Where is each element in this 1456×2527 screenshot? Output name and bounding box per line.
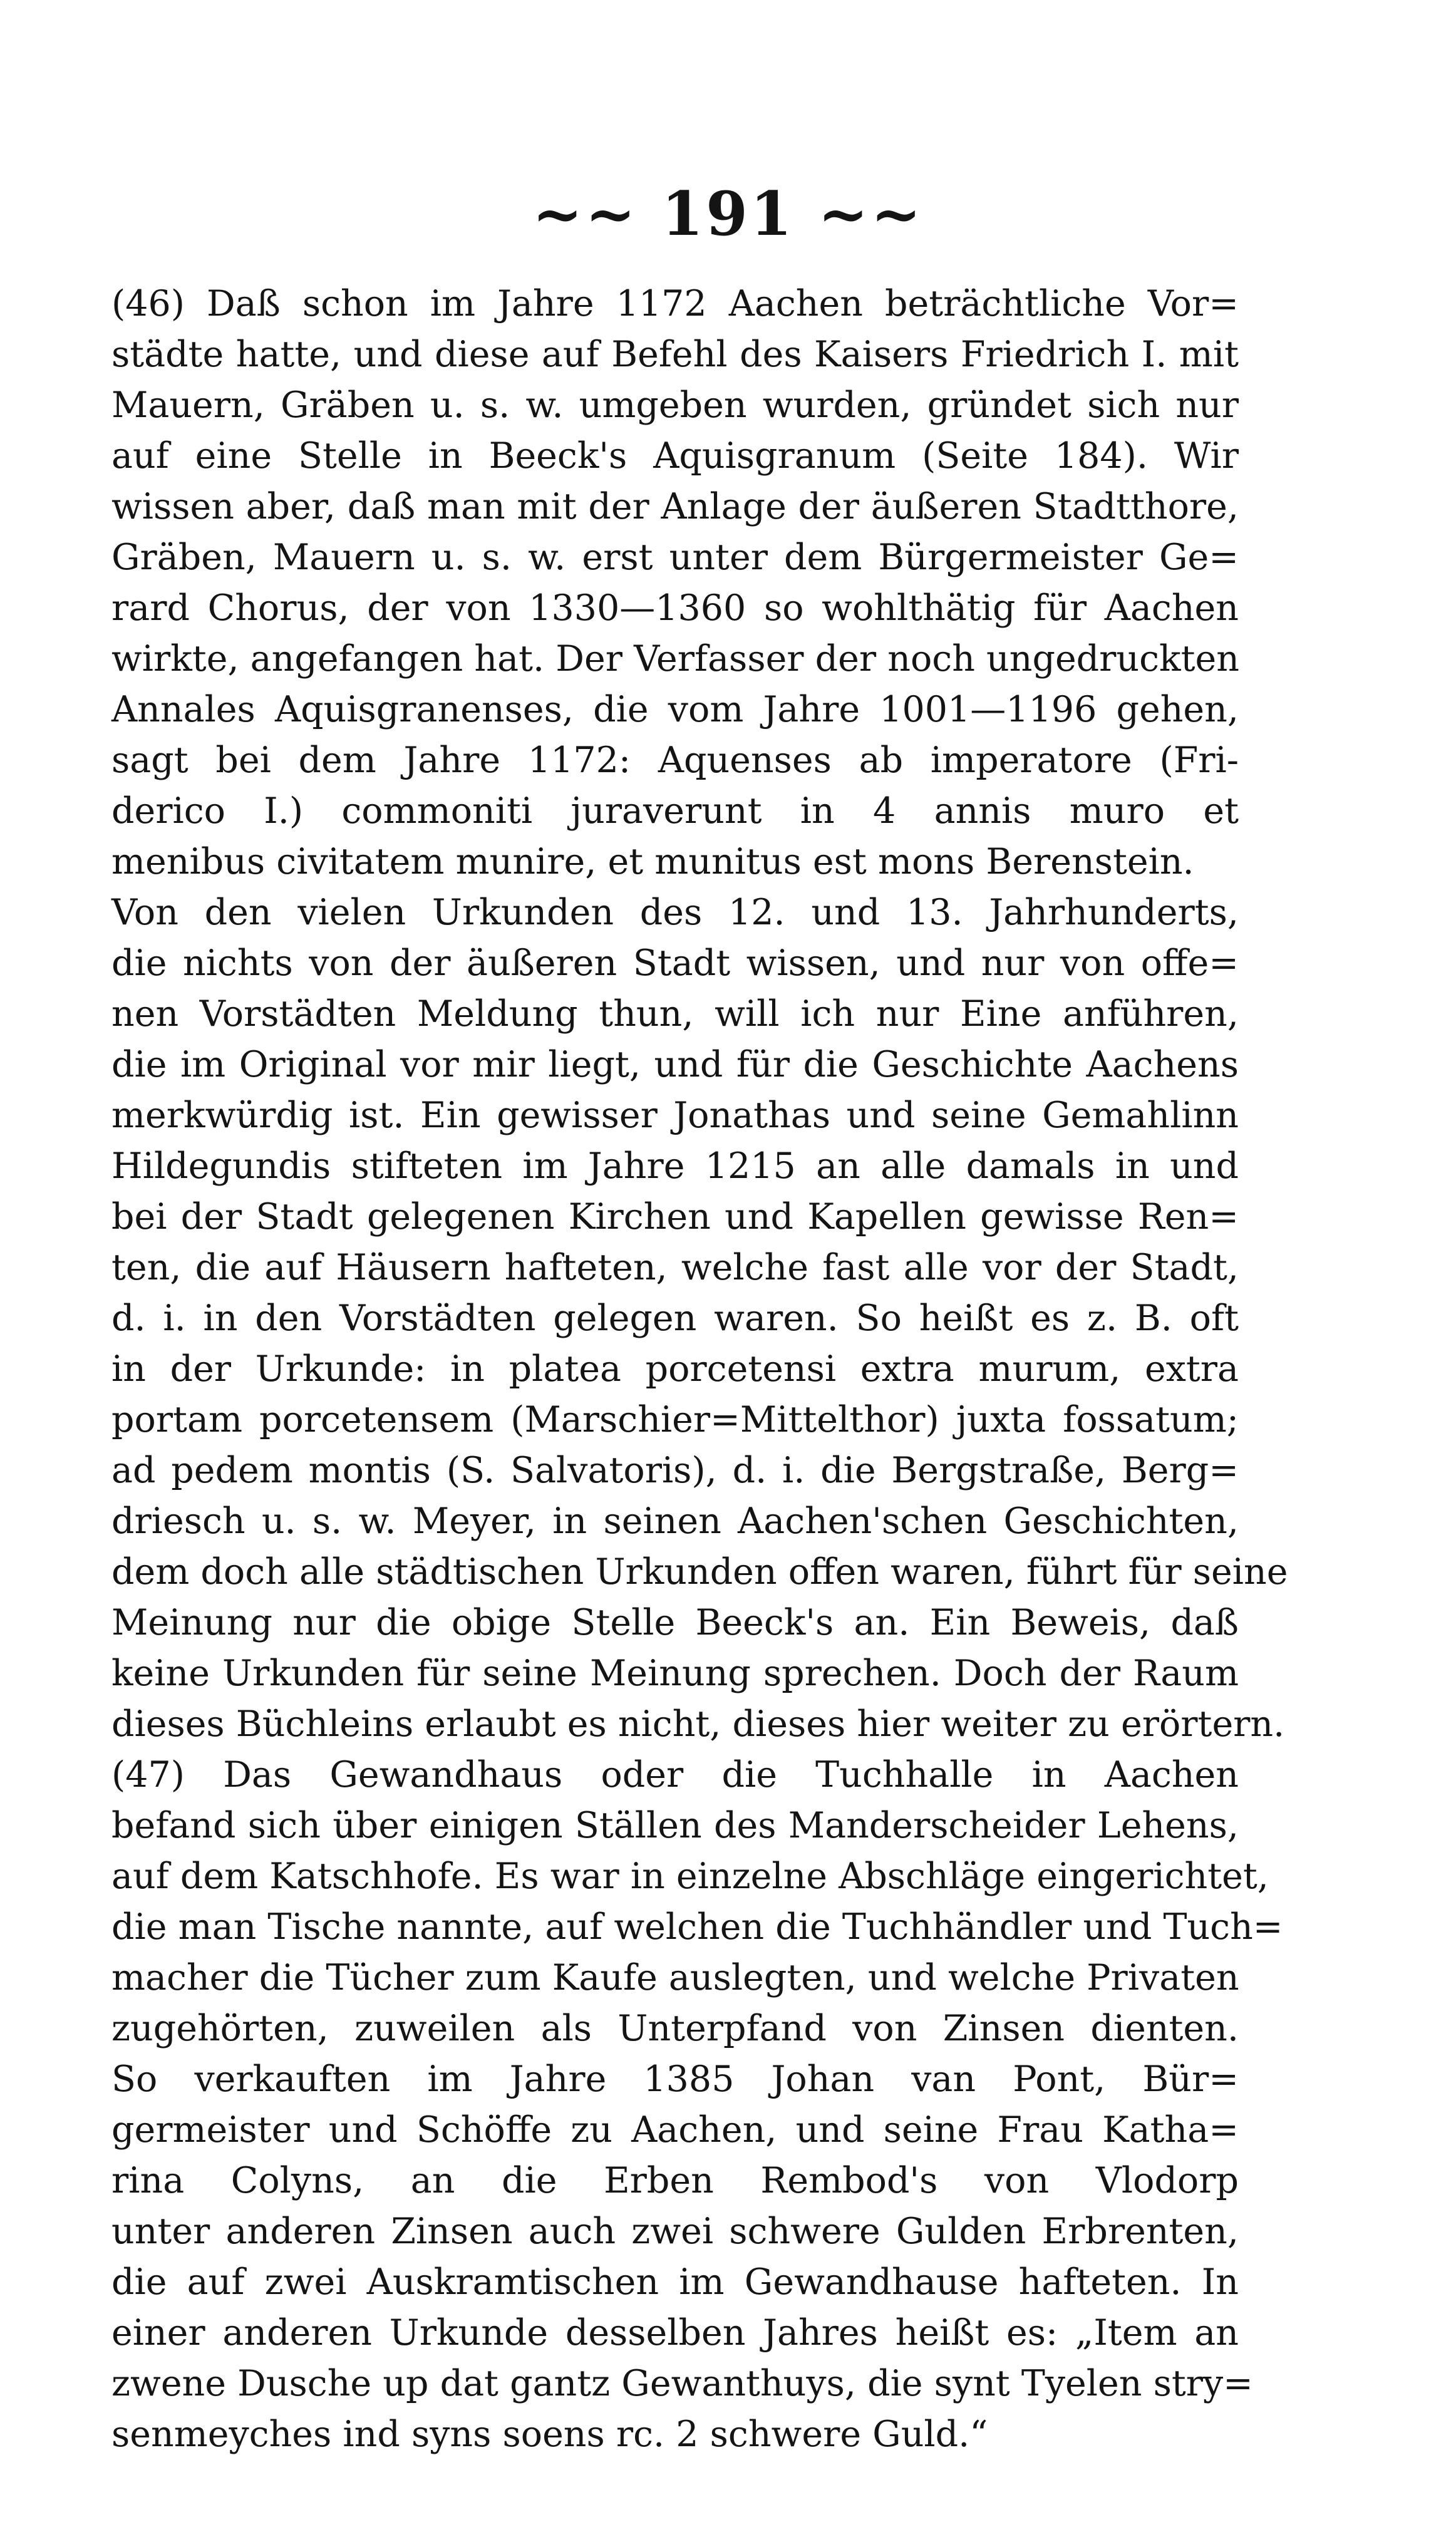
text-line: germeister und Schöffe zu Aachen, und seine Frau Katha= — [111, 2109, 1239, 2151]
text-line: zugehörten, zuweilen als Unterpfand von Zinsen dienten. — [111, 2008, 1239, 2049]
text-line: menibus civitatem munire, et munitus est mons Berenstein. — [111, 841, 1194, 882]
text-line: wissen aber, daß man mit der Anlage der äußeren Stadtthore, — [111, 486, 1239, 527]
text-line: senmeyches ind syns soens rc. 2 schwere Guld.“ — [111, 2414, 988, 2455]
text-line: Meinung nur die obige Stelle Beeck's an. Ein Beweis, daß — [111, 1602, 1239, 1643]
text-line: nen Vorstädten Meldung thun, will ich nur Eine anführen, — [111, 993, 1239, 1035]
text-line: d. i. in den Vorstädten gelegen waren. So heißt es z. B. oft — [111, 1298, 1239, 1339]
text-line: wirkte, angefangen hat. Der Verfasser der noch ungedruckten — [111, 638, 1239, 680]
text-line: Hildegundis stifteten im Jahre 1215 an alle damals in und — [111, 1145, 1239, 1187]
text-line: (46) Daß schon im Jahre 1172 Aachen beträchtliche Vor= — [111, 283, 1239, 324]
text-line: dieses Büchleins erlaubt es nicht, dieses hier weiter zu erörtern. — [111, 1703, 1285, 1745]
text-line: portam porcetensem (Marschier=Mittelthor) juxta fossatum; — [111, 1399, 1239, 1440]
text-line: dem doch alle städtischen Urkunden offen waren, führt für seine — [111, 1551, 1288, 1593]
text-line: So verkauften im Jahre 1385 Johan van Pont, Bür= — [111, 2059, 1239, 2100]
text-line: Gräben, Mauern u. s. w. erst unter dem Bürgermeister Ge= — [111, 537, 1239, 578]
text-line: die man Tische nannte, auf welchen die Tuchhändler und Tuch= — [111, 1906, 1283, 1948]
text-line: (47) Das Gewandhaus oder die Tuchhalle in Aachen — [111, 1754, 1239, 1796]
text-line: ten, die auf Häusern hafteten, welche fast alle vor der Stadt, — [111, 1247, 1239, 1288]
text-line: unter anderen Zinsen auch zwei schwere Gulden Erbrenten, — [111, 2211, 1239, 2252]
text-line: befand sich über einigen Ställen des Manderscheider Lehens, — [111, 1805, 1239, 1846]
text-line: macher die Tücher zum Kaufe auslegten, und welche Privaten — [111, 1957, 1239, 1998]
text-line: Mauern, Gräben u. s. w. umgeben wurden, gründet sich nur — [111, 385, 1239, 426]
text-line: ad pedem montis (S. Salvatoris), d. i. die Bergstraße, Berg= — [111, 1450, 1239, 1491]
page-number-header: ~~ 191 ~~ — [532, 178, 924, 249]
text-line: keine Urkunden für seine Meinung sprechen. Doch der Raum — [111, 1653, 1239, 1694]
text-line: derico I.) commoniti juraverunt in 4 annis muro et — [111, 790, 1239, 832]
text-line: die nichts von der äußeren Stadt wissen, und nur von offe= — [111, 943, 1239, 984]
text-line: driesch u. s. w. Meyer, in seinen Aachen'schen Geschichten, — [111, 1501, 1239, 1542]
text-line: städte hatte, und diese auf Befehl des Kaisers Friedrich I. mit — [111, 334, 1239, 375]
text-line: sagt bei dem Jahre 1172: Aquenses ab imperatore (Fri- — [111, 740, 1239, 781]
page-body-text — [111, 279, 1288, 2460]
text-line: merkwürdig ist. Ein gewisser Jonathas und seine Gemahlinn — [111, 1095, 1239, 1136]
text-line: bei der Stadt gelegenen Kirchen und Kapellen gewisse Ren= — [111, 1196, 1239, 1238]
text-line: auf eine Stelle in Beeck's Aquisgranum (Seite 184). Wir — [111, 435, 1239, 477]
text-line: einer anderen Urkunde desselben Jahres heißt es: „Item an — [111, 2312, 1239, 2354]
text-line: in der Urkunde: in platea porcetensi extra murum, extra — [111, 1348, 1239, 1390]
text-line: zwene Dusche up dat gantz Gewanthuys, die synt Tyelen stry= — [111, 2363, 1253, 2404]
text-line: Annales Aquisgranenses, die vom Jahre 1001—1196 gehen, — [111, 689, 1239, 730]
text-line: auf dem Katschhofe. Es war in einzelne Abschläge eingerichtet, — [111, 1856, 1269, 1897]
text-line: rard Chorus, der von 1330—1360 so wohlthätig für Aachen — [111, 587, 1239, 629]
text-line: die auf zwei Auskramtischen im Gewandhause hafteten. In — [111, 2261, 1239, 2303]
text-line: die im Original vor mir liegt, und für die Geschichte Aachens — [111, 1044, 1239, 1085]
text-line: rina Colyns, an die Erben Rembod's von Vlodorp — [111, 2160, 1239, 2201]
text-line: Von den vielen Urkunden des 12. und 13. Jahrhunderts, — [111, 892, 1239, 933]
